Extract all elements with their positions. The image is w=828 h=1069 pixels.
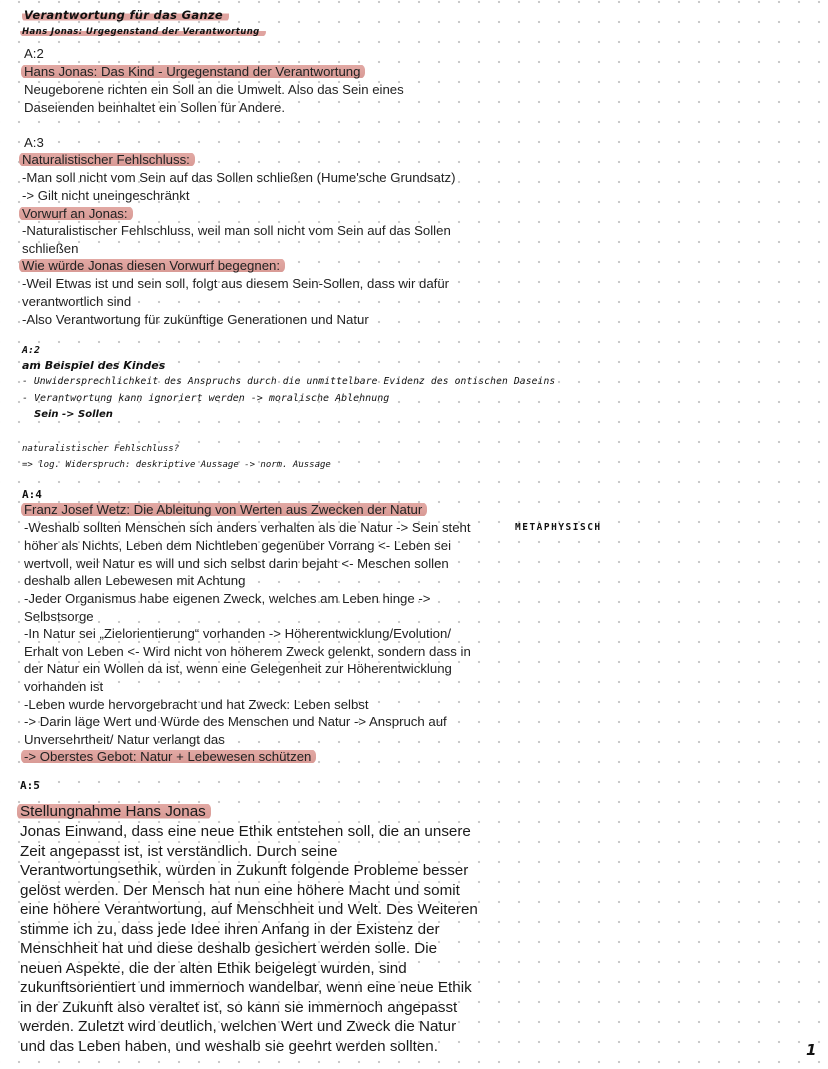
a3-line: -Man soll nicht vom Sein auf das Sollen schließen (Hume'sche Grundsatz) xyxy=(22,170,456,185)
a3-heading-text: Naturalistischer Fehlschluss: xyxy=(19,152,195,167)
a4-line: Erhalt von Leben <- Wird nicht von höherem Zweck gelenkt, sondern dass in xyxy=(24,644,471,659)
notes-line: - Verantwortung kann ignoriert werden -> moralische Ablehnung xyxy=(22,393,390,404)
notes-line: Sein -> Sollen xyxy=(34,409,113,420)
a5-label: A:5 xyxy=(20,779,40,792)
a4-line: -Weshalb sollten Menschen sich anders verhalten als die Natur -> Sein steht xyxy=(24,520,471,535)
page-title-text: Verantwortung für das Ganze xyxy=(22,8,229,22)
a2-label: A:2 xyxy=(24,46,44,61)
a3-line: -Weil Etwas ist und sein soll, folgt aus diesem Sein-Sollen, dass wir dafür xyxy=(22,276,450,291)
a5-line: Verantwortungsethik, würden in Zukunft folgende Probleme besser xyxy=(20,862,469,879)
a2-line: Neugeborene richten ein Soll an die Umwelt. Also das Sein eines xyxy=(24,82,404,97)
a4-conclusion-text: -> Oberstes Gebot: Natur + Lebewesen schützen xyxy=(21,749,316,764)
a4-line: -In Natur sei „Zielorientierung“ vorhanden -> Höherentwicklung/Evolution/ xyxy=(24,626,451,641)
a5-line: neuen Aspekte, die der alten Ethik beigelegt wurden, sind xyxy=(20,960,407,977)
a2-line: Daseienden beinhaltet ein Sollen für Andere. xyxy=(24,100,286,115)
notes-label: A:2 xyxy=(22,345,41,356)
a5-line: zukunftsorientiert und immernoch wandelbar, wenn eine neue Ethik xyxy=(20,979,472,996)
a5-line: eine höhere Verantwortung, auf Menschheit und Welt. Des Weiteren xyxy=(20,901,478,918)
a4-line: deshalb allen Lebewesen mit Achtung xyxy=(24,573,246,588)
a5-heading-text: Stellungnahme Hans Jonas xyxy=(17,803,211,820)
a4-line: vorhanden ist xyxy=(24,679,104,694)
a5-line: in der Zukunft also veraltet ist, so kann sie immernoch angepasst xyxy=(20,999,458,1016)
notes-line: - Unwidersprechlichkeit des Anspruchs durch die unmittelbare Evidenz des ontischen Daseins xyxy=(22,376,556,387)
notes-answer: => log. Widerspruch: deskriptive Aussage -> norm. Aussage xyxy=(22,460,331,470)
a4-label: A:4 xyxy=(22,488,42,501)
a4-line: Selbstsorge xyxy=(24,609,94,624)
page-title xyxy=(24,8,229,22)
a4-heading xyxy=(24,501,427,519)
a5-line: stimme ich zu, dass jede Idee ihren Anfang in der Existenz der xyxy=(20,921,440,938)
a4-side-note: METAPHYSISCH xyxy=(515,522,602,533)
a3-heading-vorwurf xyxy=(22,205,133,223)
a4-heading-text: Franz Josef Wetz: Die Ableitung von Werten aus Zwecken der Natur xyxy=(21,502,427,517)
a3-line: -> Gilt nicht uneingeschränkt xyxy=(22,188,190,203)
a5-line: gelöst werden. Der Mensch hat nun eine höhere Macht und somit xyxy=(20,882,460,899)
a3-line: verantwortlich sind xyxy=(22,294,132,309)
a5-line: Menschheit hat und diese deshalb gesichert werden solle. Die xyxy=(20,940,438,957)
a3-heading-text: Vorwurf an Jonas: xyxy=(19,206,133,221)
page-subtitle xyxy=(22,27,266,37)
a4-line: Unversehrtheit/ Natur verlangt das xyxy=(24,732,225,747)
a2-heading xyxy=(24,63,365,81)
a3-line: -Naturalistischer Fehlschluss, weil man soll nicht vom Sein auf das Sollen xyxy=(22,223,451,238)
notes-line: am Beispiel des Kindes xyxy=(22,359,166,372)
a3-heading-begegnen xyxy=(22,257,285,275)
a3-heading-fehlschluss xyxy=(22,151,195,169)
a5-line: werden. Zuletzt wird deutlich, welchen Wert und Zweck die Natur xyxy=(20,1018,457,1035)
page-subtitle-text: Hans Jonas: Urgegenstand der Verantwortung xyxy=(20,27,266,37)
a5-line: und das Leben haben, und weshalb sie geehrt werden sollten. xyxy=(20,1038,438,1055)
a4-line: höher als Nichts, Leben dem Nichtleben gegenüber Vorrang <- Leben sei xyxy=(24,538,452,553)
page-number: 1 xyxy=(806,1041,817,1059)
a4-line: der Natur ein Wollen da ist, wenn eine Gelegenheit zur Höherentwicklung xyxy=(24,661,452,676)
a4-line: -Jeder Organismus habe eigenen Zweck, welches am Leben hinge -> xyxy=(24,591,431,606)
a4-line: -> Darin läge Wert und Würde des Menschen und Natur -> Anspruch auf xyxy=(24,714,447,729)
a3-heading-text: Wie würde Jonas diesen Vorwurf begegnen: xyxy=(19,258,285,273)
a4-line: -Leben wurde hervorgebracht und hat Zweck: Leben selbst xyxy=(24,697,369,712)
a4-line: wertvoll, weil Natur es will und sich selbst darin bejaht <- Meschen sollen xyxy=(24,556,449,571)
notes-question: naturalistischer Fehlschluss? xyxy=(22,444,180,454)
a5-line: Zeit angepasst ist, ist verständlich. Durch seine xyxy=(20,843,338,860)
a5-heading xyxy=(20,802,211,822)
a3-line: schließen xyxy=(22,241,79,256)
a3-label: A:3 xyxy=(24,135,44,150)
a5-line: Jonas Einwand, dass eine neue Ethik entstehen soll, die an unsere xyxy=(20,823,471,840)
a4-conclusion xyxy=(24,748,316,766)
a3-line: -Also Verantwortung für zukünftige Generationen und Natur xyxy=(22,312,369,327)
a2-heading-text: Hans Jonas: Das Kind - Urgegenstand der Verantwortung xyxy=(21,64,365,79)
